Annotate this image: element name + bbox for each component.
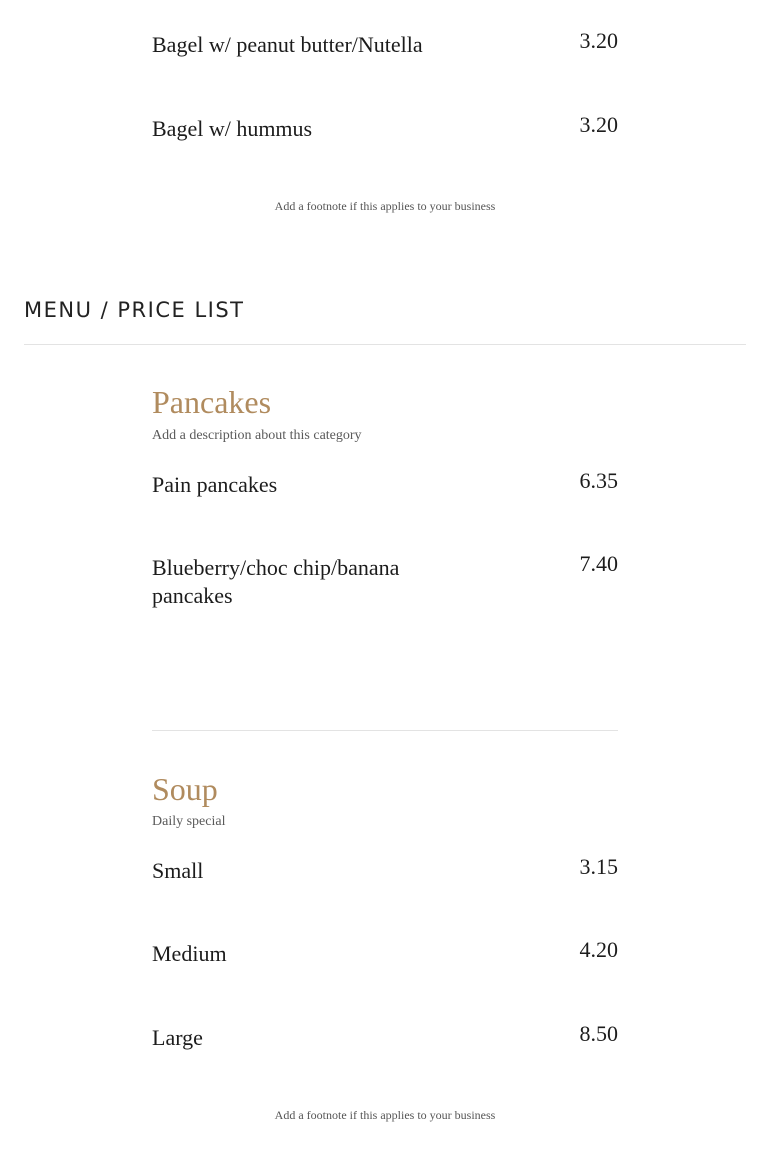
menu-item-name: Medium xyxy=(152,941,227,966)
section-divider xyxy=(24,344,746,345)
menu-item-price: 7.40 xyxy=(579,551,618,576)
footnote: Add a footnote if this applies to your business xyxy=(274,1108,496,1122)
footnote: Add a footnote if this applies to your business xyxy=(274,199,496,213)
menu-item-price: 3.20 xyxy=(579,112,618,137)
menu-item-name: Large xyxy=(152,1025,203,1050)
menu-item-price: 3.20 xyxy=(579,28,618,53)
category-divider xyxy=(152,730,618,731)
section-title: MENU / PRICE LIST xyxy=(24,298,245,322)
category-description: Daily special xyxy=(152,814,226,829)
menu-item-price: 6.35 xyxy=(579,468,618,493)
menu-item-name: Small xyxy=(152,858,204,883)
menu-item-name: Bagel w/ peanut butter/Nutella xyxy=(152,32,423,57)
menu-item-name: Bagel w/ hummus xyxy=(152,116,313,141)
category-title: Pancakes xyxy=(152,384,272,420)
menu-item-name: Pain pancakes xyxy=(152,472,278,497)
category-title: Soup xyxy=(152,771,218,807)
menu-item-price: 4.20 xyxy=(579,937,618,962)
menu-item-name: Blueberry/choc chip/banana pancakes xyxy=(152,555,400,608)
menu-item-price: 8.50 xyxy=(579,1021,618,1046)
menu-item-price: 3.15 xyxy=(579,854,618,879)
category-description: Add a description about this category xyxy=(152,428,362,443)
